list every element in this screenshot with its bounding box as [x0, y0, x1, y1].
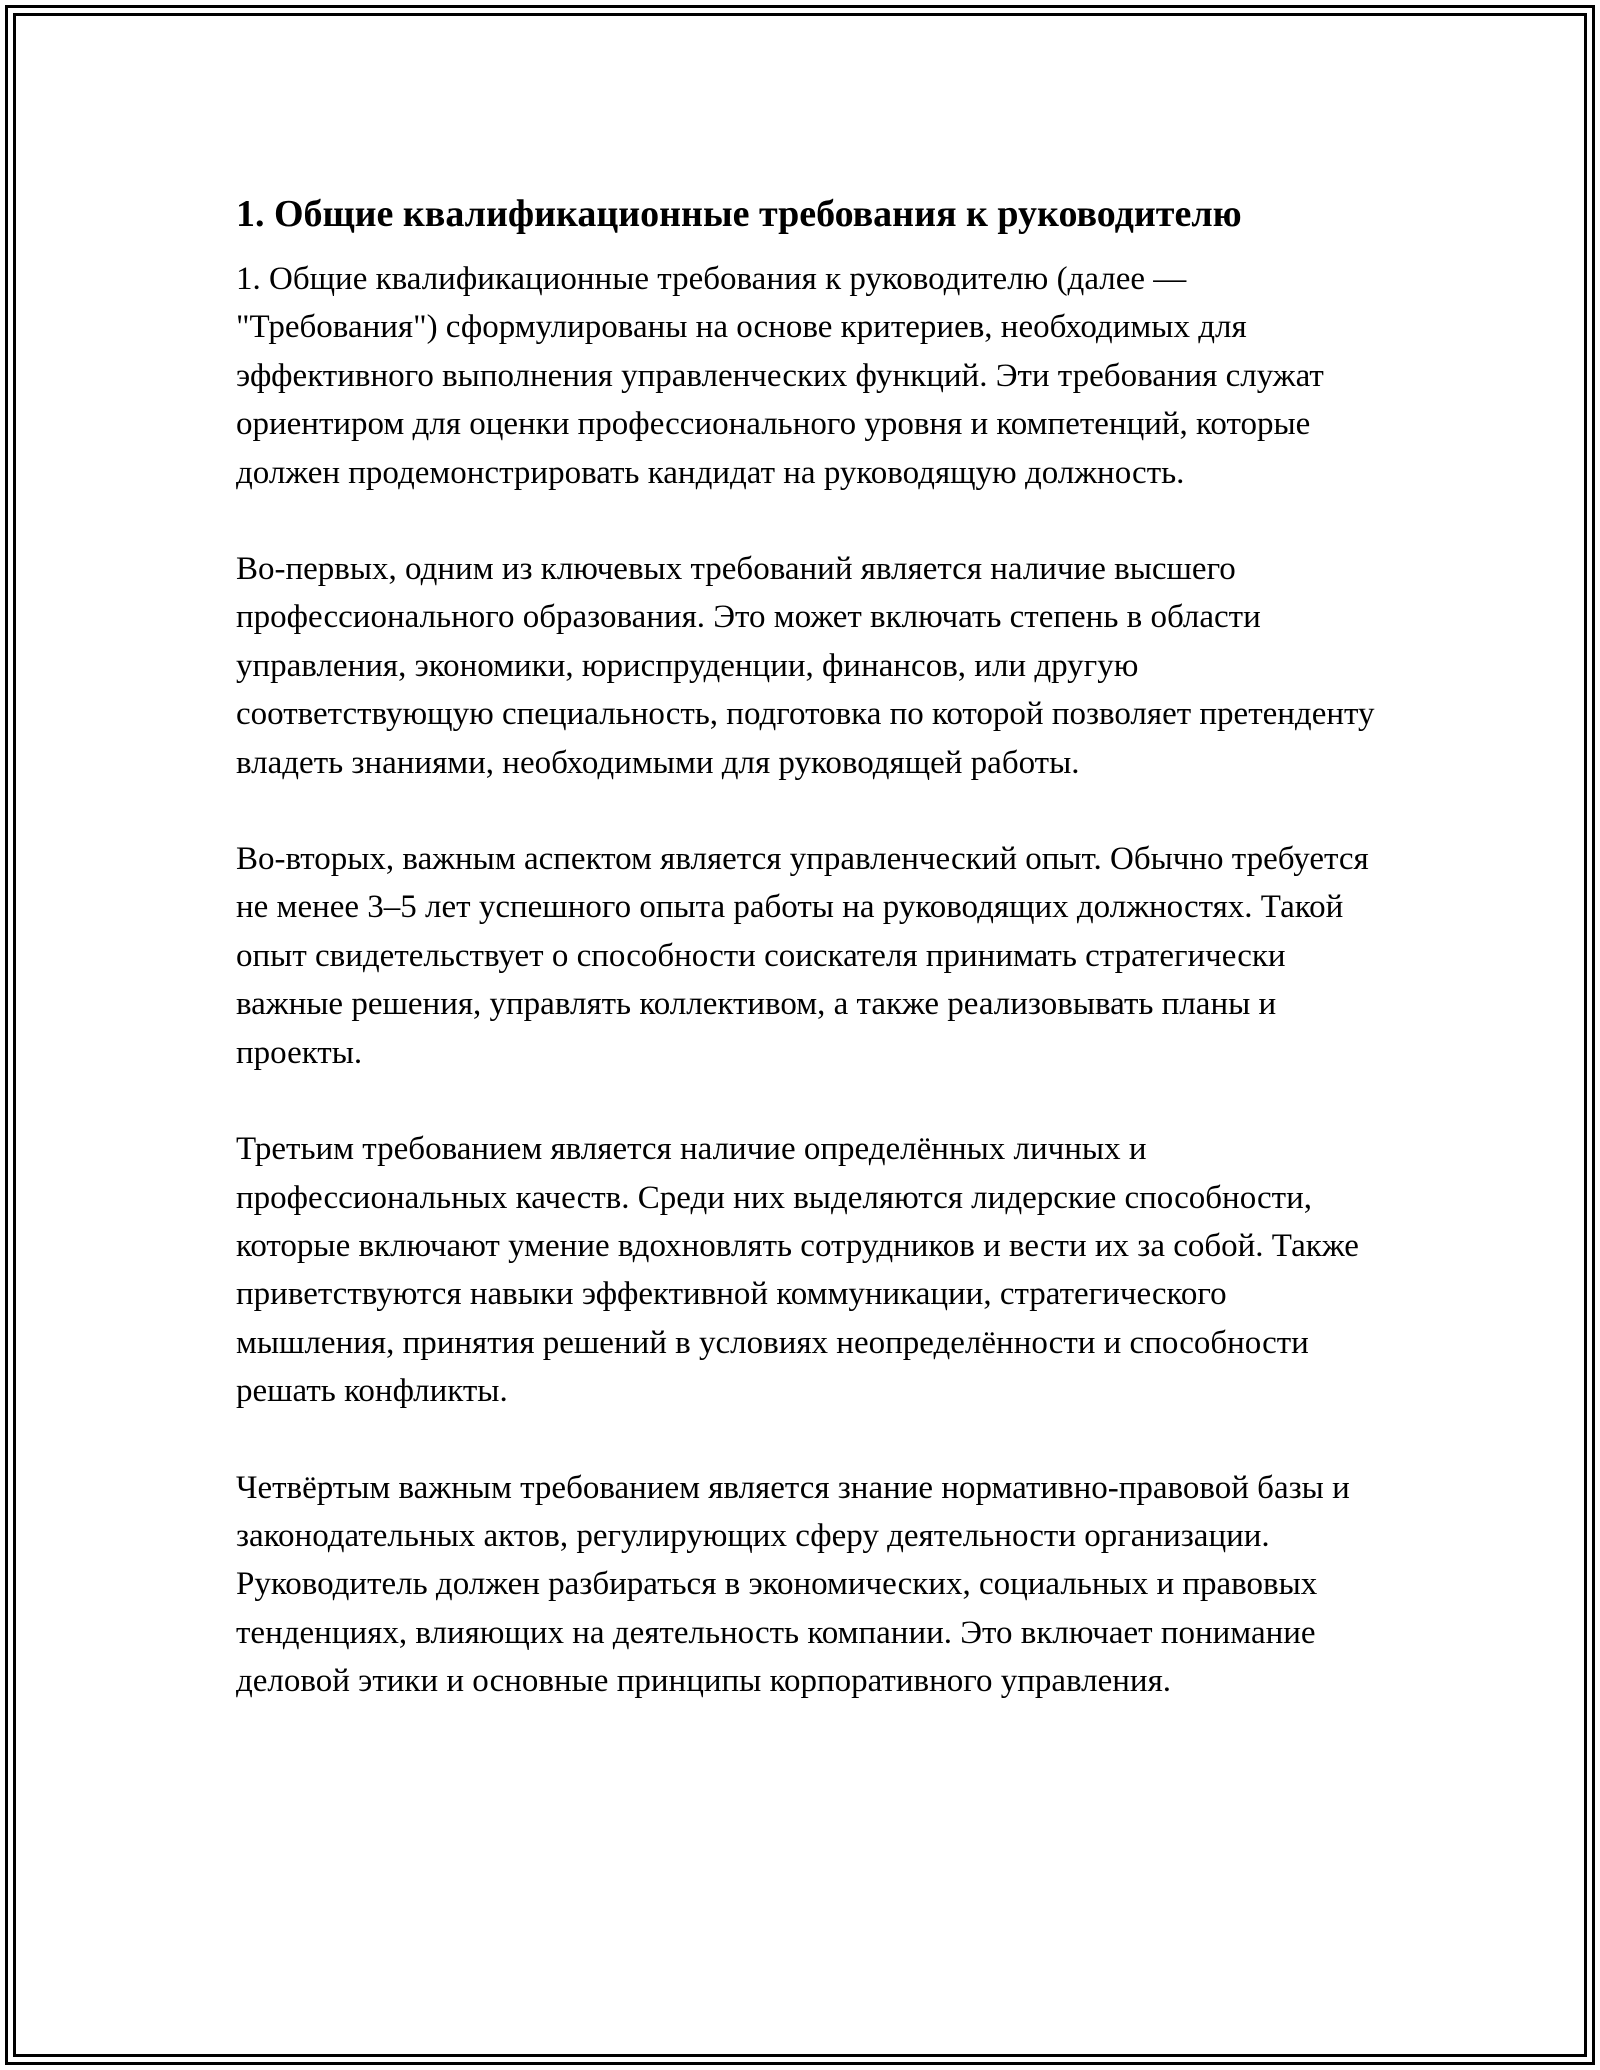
- paragraph-intro: 1. Общие квалификационные требования к руководителю (далее — "Требования") сформулированы на основе критериев, необходимых для эффективного выполнения управленческих функций. Эти требования служат ориентиром для оценки профессионального уровня и компетенций, которые должен продемонстрировать кандидат на руководящую должность.: [236, 261, 1324, 491]
- paragraph-education: Во-первых, одним из ключевых требований является наличие высшего профессионального образования. Это может включать степень в области управления, экономики, юриспруденции, финансов, или другую соответствующую специальность, подготовка по которой позволяет претенденту владеть знаниями, необходимыми для руководящей работы.: [236, 551, 1375, 781]
- paragraph-experience: Во-вторых, важным аспектом является управленческий опыт. Обычно требуется не менее 3–5 лет успешного опыта работы на руководящих должностях. Такой опыт свидетельствует о способности соискателя принимать стратегически важные решения, управлять коллективом, а также реализовывать планы и проекты.: [236, 841, 1369, 1071]
- document-body: [236, 188, 1386, 1706]
- section-heading: 1. Общие квалификационные требования к руководителю: [236, 193, 1242, 235]
- paragraph-legal-knowledge: Четвёртым важным требованием является знание нормативно-правовой базы и законодательных актов, регулирующих сферу деятельности организации. Руководитель должен разбираться в экономических, социальных и правовых тенденциях, влияющих на деятельность компании. Это включает понимание деловой этики и основные принципы корпоративного управления.: [236, 1469, 1350, 1700]
- paragraph-qualities: Третьим требованием является наличие определённых личных и профессиональных качеств. Среди них выделяются лидерские способности, которые включают умение вдохновлять сотрудников и вести их за собой. Также приветствуются навыки эффективной коммуникации, стратегического мышления, принятия решений в условиях неопределённости и способности решать конфликты.: [236, 1131, 1359, 1410]
